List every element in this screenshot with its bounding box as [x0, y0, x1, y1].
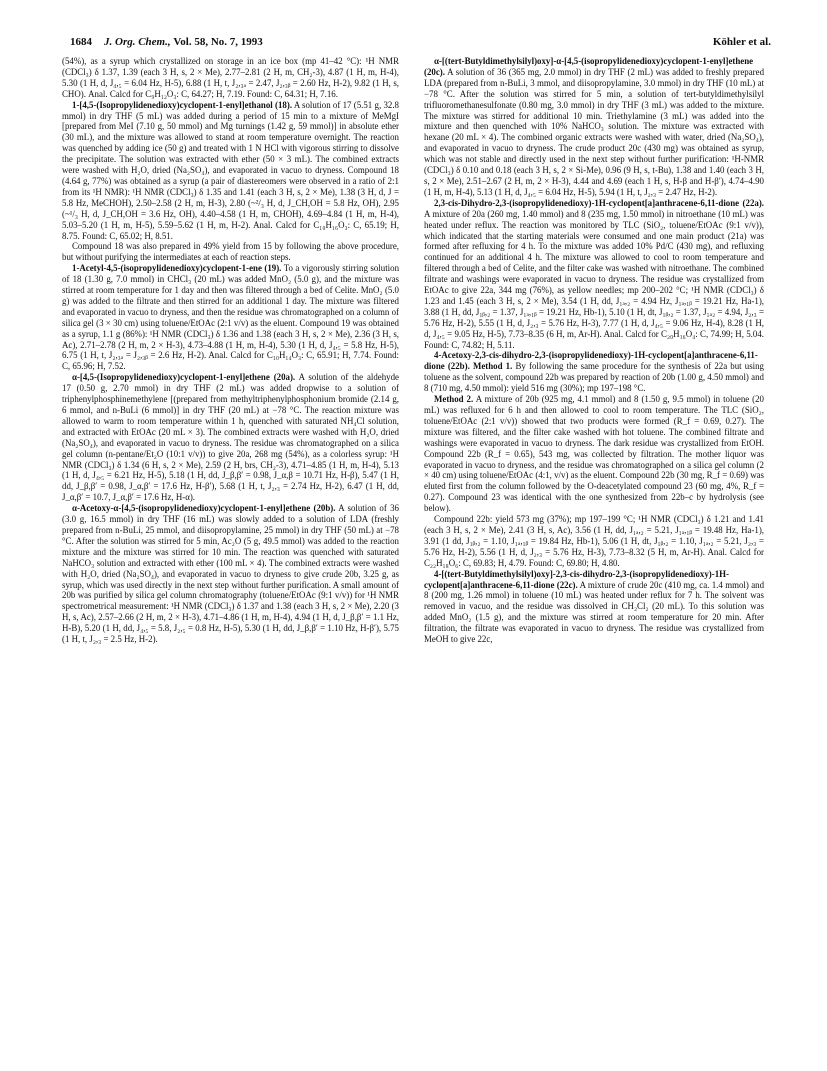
paragraph: 2,3-cis-Dihydro-2,3-(isopropylidenedioxy)-1H-cyclopent[a]anthracene-6,11-dione (22a). A mixture of 20a (260 mg, 1.40 mmol) and 8 (235 mg, 1.50 mmol) in nitroethane (10 mL) was heated under reflux. The reaction was monitored by TLC (SiO₂, toluene/EtOAc (9:1 v/v)), which indicated that the starting materials were consumed and one main product (21a) was formed after refluxing for 4 h. To the mixture was added 10% Pd/C (430 mg), and refluxing continued for an additional 4 h. The mixture was allowed to cool to room temperature and filtered through a bed of Celite, and the filter cake was washed with nitroethane. The combined filtrate and washings were evaporated in vacuo to dryness. The residue was crystallized from EtOAc to give 22a, 344 mg (76%), as yellow needles; mp 200–202 °C; ¹H NMR (CDCl₃) δ 1.23 and 1.45 (each 3 H, s, 2 × Me), 3.54 (1 H, dd, J₁ₐ,₂ = 4.94 Hz, J₁ₐ,₁ᵦ = 19.21 Hz, Ha-1), 3.88 (1 H, dd, J₁ᵦ,₂ = 1.37, J₁ₐ,₁ᵦ = 19.21 Hz, Hb-1), 5.10 (1 H, dt, J₁ᵦ,₂ = 1.37, J₁ₐ₂ = 4.94, J₂,₃ = 5.76 Hz, H-2), 5.55 (1 H, d, J₂,₃ = 5.76 Hz, H-3), 7.77 (1 H, d, J₄,₅ = 9.06 Hz, H-4), 8.28 (1 H, d, J₄,₅ = 9.05 Hz, H-5), 7.73–8.35 (6 H, m, Ar-H). Anal. Calcd for C₂₀H₁₆O₄: C, 74.99; H, 5.04. Found: C, 74.82; H, 5.11.: [424, 197, 764, 350]
paragraph: 1-[4,5-(Isopropylidenedioxy)cyclopent-1-enyl]ethanol (18). A solution of 17 (5.51 g, 32.8 mmol) in dry THF (5 mL) was added during a period of 15 min to a mixture of MeMgI [prepared from MeI (7.10 g, 50 mmol) and Mg turnings (1.42 g, 59 mmol)] in absolute ether (30 mL), and the mixture was allowed to stand at room temperature overnight. The reaction was quenched by adding ice (50 g) and treated with 1 N HCl with vigorous stirring to dissolve the precipitate. The solution was extracted with ether (50 × 3 mL). The combined extracts were washed with H₂O, dried (Na₂SO₄), and evaporated in vacuo to dryness. Compound 18 (4.64 g, 77%) was obtained as a syrup (a pair of diastereomers were observed in a ratio of 2:1 from its ¹H NMR): ¹H NMR (CDCl₃) δ 1.35 and 1.41 (each 3 H, s, 2 × Me), 1.38 (3 H, d, J = 5.8 Hz, MeCHOH), 2.50–2.58 (2 H, m, H-3), 2.80 (~²/₃ H, d, J_CH,OH = 5.8 Hz, OH), 2.95 (~¹/₃ H, d, J_CH,OH = 3.6 Hz, OH), 4.40–4.58 (1 H, m, CHOH), 4.69–4.84 (1 H, m, H-4), 5.03–5.20 (1 H, m, H-5), 5.59–5.62 (1 H, m, H-2). Anal. Calcd for C₁₀H₁₆O₃: C, 65.19; H, 8.75. Found: C, 65.02; H, 8.51.: [62, 99, 399, 241]
page-header: [70, 36, 771, 50]
paragraph: α-[(tert-Butyldimethylsilyl)oxy]-α-[4,5-(isopropylidenedioxy)cyclopent-1-enyl]ethene (20c). A solution of 36 (365 mg, 2.0 mmol) in dry THF (2 mL) was added to freshly prepared LDA (prepared from n-BuLi, 3 mmol, and diisopropylamine, 3.0 mmol) in dry THF (10 mL) at −78 °C. After the solution was stirred for 5 min, a solution of tert-butyldimethylsilyl trifluoromethanesulfonate (0.80 mg, 3.0 mmol) in dry THF (3 mL) was added to the mixture. The mixture was stirred for additional 10 min. Triethylamine (3 mL) was added into the mixture and then quenched with 10% NaHCO₃ solution. The mixture was extracted with hexane (20 mL × 4). The combined organic extracts were washed with water, dried (Na₂SO₄), and evaporated in vacuo to dryness. The crude product 20c (430 mg) was obtained as syrup, which was not stable and directly used in the next step without further purification: ¹H-NMR (CDCl₃) δ 0.10 and 0.18 (each 3 H, s, 2 × Si-Me), 0.96 (9 H, s, t-Bu), 1.38 and 1.40 (each 3 H, s, 2 × Me), 2.51–2.67 (2 H, m, 2 × H-3), 4.44 and 4.69 (each 1 H, s, H-β and H-β′), 4.74–4.90 (1 H, m, H-4), 5.13 (1 H, d, J₄,₅ = 6.04 Hz, H-5), 5.94 (1 H, t, J₂,₃ = 2.47 Hz, H-2).: [424, 56, 765, 197]
paragraph: Compound 22b: yield 573 mg (37%); mp 197–199 °C; ¹H NMR (CDCl₃) δ 1.21 and 1.41 (each 3 H, s, 2 × Me), 2.41 (3 H, s, Ac), 3.56 (1 H, dd, J₁ₐ,₂ = 5.21, J₁ₐ,₁ᵦ = 19.48 Hz, Ha-1), 3.91 (1 dd, J₁ᵦ,₂ = 1.10, J₁ₐ,₁ᵦ = 19.84 Hz, Hb-1), 5.06 (1 H, dt, J₁ᵦ,₂ = 1.10, J₁ₐ,₂ = 5.21, J₂,₃ = 5.76 Hz, H-2), 5.56 (1 H, d, J₂,₃ = 5.76 Hz, H-3), 7.73–8.32 (5 H, m, Ar-H). Anal. Calcd for C₂₂H₁₈O₆: C, 69.83; H, 4.79. Found: C, 69.80; H, 4.80.: [424, 514, 764, 568]
section-heading: α-[(tert-Butyldimethylsilyl)oxy]-α-[4,5-(isopropylidenedioxy)cyclopent-1-enyl]ethene (20c).: [424, 56, 754, 77]
section-heading: Method 2.: [434, 394, 474, 405]
section-heading: 1-[4,5-(Isopropylidenedioxy)cyclopent-1-enyl]ethanol (18).: [72, 99, 293, 110]
paragraph: α-[4,5-(Isopropylidenedioxy)cyclopent-1-enyl]ethene (20a). A solution of the aldehyde 17 (0.50 g, 2.70 mmol) in dry THF (2 mL) was added dropwise to a solution of triphenylphosphinemethylene [(prepared from methyltriphenylphosphonium bromide (2.14 g, 6 mmol, and n-BuLi (6 mmol)] in dry THF (20 mL) at −78 °C. The reaction mixture was allowed to warm to room temperature within 1 h, quenched with saturated NH₄Cl solution, and extracted with EtOAc (20 mL × 3). The combined extracts were washed with H₂O, dried (Na₂SO₄), and evaporated in vacuo to dryness. The residue was chromatographed on a silica gel column (n-pentane/Et₂O (10:1 v/v)) to give 20a, 268 mg (54%), as a colorless syrup: ¹H NMR (CDCl₃) δ 1.34 (6 H, s, 2 × Me), 2.59 (2 H, brs, CH₂-3), 4.71–4.85 (1 H, m, H-4), 5.13 (1 H, d, J₄,₅ = 6.21 Hz, H-5), 5.18 (1 H, dd, J_β,β′ = 0.98, J_α,β = 10.71 Hz, H-β), 5.47 (1 H, dd, J_β,β′ = 0.98, J_α,β′ = 17.6 Hz, H-β′), 5.68 (1 H, t, J₂,₃ = 2.74 Hz, H-2), 6.47 (1 H, dd, J_α,β′ = 10.7, J_α,β′ = 17.6 Hz, H-α).: [62, 372, 399, 503]
page-number: 1684: [70, 36, 92, 48]
section-heading: 1-Acetyl-4,5-(isopropylidenedioxy)cyclopent-1-ene (19).: [72, 263, 282, 274]
left-column: [62, 56, 399, 645]
section-heading: 4-[(tert-Butyldimethylsilyl)oxy]-2,3-cis-dihydro-2,3-(isopropylidenedioxy)-1H-cyclopent[a]anthracene-6,11-dione (22c).: [424, 568, 729, 590]
paragraph: Compound 18 was also prepared in 49% yield from 15 by following the above procedure, but without purifying the intermediates at each of reaction steps.: [62, 241, 399, 263]
paragraph: (54%), as a syrup which crystallized on storage in an ice box (mp 41–42 °C): ¹H NMR (CDCl₃) δ 1.37, 1.39 (each 3 H, s, 2 × Me), 2.77–2.81 (2 H, m, CH₂-3), 4.87 (1 H, m, H-4), 5.30 (1 H, d, J₄,₅ = 6.04 Hz, H-5), 6.88 (1 H, t, J₂,₃ₐ = 2.47, J₂,₃ᵦ = 2.60 Hz, H-2), 9.82 (1 H, s, CHO). Anal. Calcd for C₉H₁₂O₃: C, 64.27; H, 7.19. Found: C, 64.31; H, 7.16.: [62, 56, 399, 99]
paragraph: Method 2. A mixture of 20b (925 mg, 4.1 mmol) and 8 (1.50 g, 9.5 mmol) in toluene (20 mL) was refluxed for 6 h and then allowed to cool to room temperature. The TLC (SiO₂, toluene/EtOAc (2:1 v/v)) showed that two products were formed (R_f = 0.69, 0.27). The mixture was filtered, and the filter cake washed with hot toluene. The combined filtrate and washings were evaporated in vacuo to dryness. The dark residue was crystallized from EtOH. Compound 22b (R_f = 0.65), 543 mg, was collected by filtration. The mother liquor was evaporated in vacuo to dryness, and the residue was chromatographed on a silica gel column (2 × 40 cm) using toluene/EtOAc (4:1, v/v) as the eluent. Compound 22b (30 mg, R_f = 0.69) was eluted first from the column followed by the O-deacetylated compound 23 (60 mg, 4%, R_f = 0.27). Compound 23 was identical with the one synthesized from 22b–c by hydrolysis (see below).: [424, 394, 764, 514]
section-heading: α-[4,5-(Isopropylidenedioxy)cyclopent-1-enyl]ethene (20a).: [72, 372, 296, 383]
paragraph: 4-[(tert-Butyldimethylsilyl)oxy]-2,3-cis-dihydro-2,3-(isopropylidenedioxy)-1H-cyclopent[a]anthracene-6,11-dione (22c). A mixture of crude 20c (410 mg, ca. 1.4 mmol) and 8 (200 mg, 1.26 mmol) in toluene (10 mL) was heated under reflux for 7 h. The solvent was removed in vacuo, and the residue was dissolved in CH₂Cl₂ (20 mL). To this solution was added MnO₂ (1.5 g), and the mixture was stirred at room temperature for 20 min. After filtration, the filtrate was evaporated in vacuo to dryness. The residue was crystallized from MeOH to give 22c,: [424, 568, 765, 645]
paragraph: 4-Acetoxy-2,3-cis-dihydro-2,3-(isopropylidenedioxy)-1H-cyclopent[a]anthracene-6,11-dione (22b). Method 1. By following the same procedure for the synthesis of 22a but using toluene as the solvent, compound 22b was prepared by reaction of 20b (1.00 g, 4.50 mmol) and 8 (710 mg, 4.50 mmol): yield 516 mg (30%); mp 197–198 °C.: [424, 350, 764, 394]
journal-name: J. Org. Chem.,: [104, 36, 171, 48]
paragraph: α-Acetoxy-α-[4,5-(isopropylidenedioxy)cyclopent-1-enyl]ethene (20b). A solution of 36 (3.0 g, 16.5 mmol) in dry THF (16 mL) was slowly added to a solution of LDA (freshly prepared from n-BuLi, 25 mmol, and diisopropylamine, 25 mmol) in dry THF (50 mL) at −78 °C. After the solution was stirred for 5 min, Ac₂O (5 g, 49.5 mmol) was added to the reaction mixture and the mixture was stirred for 10 min. The reaction was quenched with saturated NaHCO₃ solution and extracted with ether (100 mL × 4). The combined extracts were washed with H₂O, dried (Na₂SO₄), and evaporated in vacuo to dryness to give crude 20b, 3.25 g, as syrup, which was used directly in the next step without further purification. A small amount of 20b was purified by silica gel column chromatography (toluene/EtOAc (9:1 v/v)) for ¹H NMR spectrometrical measurement: ¹H NMR (CDCl₃) δ 1.37 and 1.38 (each 3 H, s, 2 × Me), 2.20 (3 H, s, Ac), 2.57–2.66 (2 H, m, 2 × H-3), 4.71–4.86 (1 H, m, H-4), 4.94 (1 H, d, J_β,β′ = 1.1 Hz, H-B), 5.20 (1 H, dd, J₄,₅ = 5.8, J₂,₅ = 0.8 Hz, H-5), 5.30 (1 H, dd, J_β,β′ = 1.10 Hz, H-β′), 5.75 (1 H, t, J₂,₃ = 2.5 Hz, H-2).: [62, 503, 399, 645]
running-authors: Köhler et al.: [712, 36, 771, 48]
journal-citation: [104, 36, 263, 48]
section-heading: 4-Acetoxy-2,3-cis-dihydro-2,3-(isopropylidenedioxy)-1H-cyclopent[a]anthracene-6,11-dione (22b). Method 1.: [424, 350, 758, 372]
right-column: [424, 56, 764, 645]
section-heading: 2,3-cis-Dihydro-2,3-(isopropylidenedioxy)-1H-cyclopent[a]anthracene-6,11-dione (22a).: [434, 197, 764, 208]
section-heading: α-Acetoxy-α-[4,5-(isopropylidenedioxy)cyclopent-1-enyl]ethene (20b).: [72, 503, 336, 514]
paragraph: 1-Acetyl-4,5-(isopropylidenedioxy)cyclopent-1-ene (19). To a vigorously stirring solution of 18 (1.30 g, 7.0 mmol) in CHCl₃ (20 mL) was added MnO₂ (5.0 g), and the mixture was stirred at room temperature for 1 day and then was filtered through a bed of Celite. MnO₂ (5.0 g) was added to the filtrate and then stirred for an additional 1 day. The mixture was filtered and evaporated in vacuo to dryness, and then the residue was chromatographed on a column of silica gel (3 × 30 cm) using toluene/EtOAc (2:1 v/v) as the eluent. Compound 19 was obtained as a syrup, 1.1 g (86%): ¹H NMR (CDCl₃) δ 1.36 and 1.38 (each 3 H, s, 2 × Me), 2.36 (3 H, s, Ac), 2.71–2.78 (2 H, m, 2 × H-3), 4.73–4.88 (1 H, m, H-4), 5.30 (1 H, d, J₄,₅ = 5.8 Hz, H-5), 6.75 (1 H, t, J₂,₃ₐ = J₂,₃ᵦ = 2.6 Hz, H-2). Anal. Calcd for C₁₀H₁₄O₃: C, 65.91; H, 7.74. Found: C, 65.96; H, 7.52.: [62, 263, 400, 372]
journal-volume: Vol. 58, No. 7, 1993: [173, 36, 263, 48]
